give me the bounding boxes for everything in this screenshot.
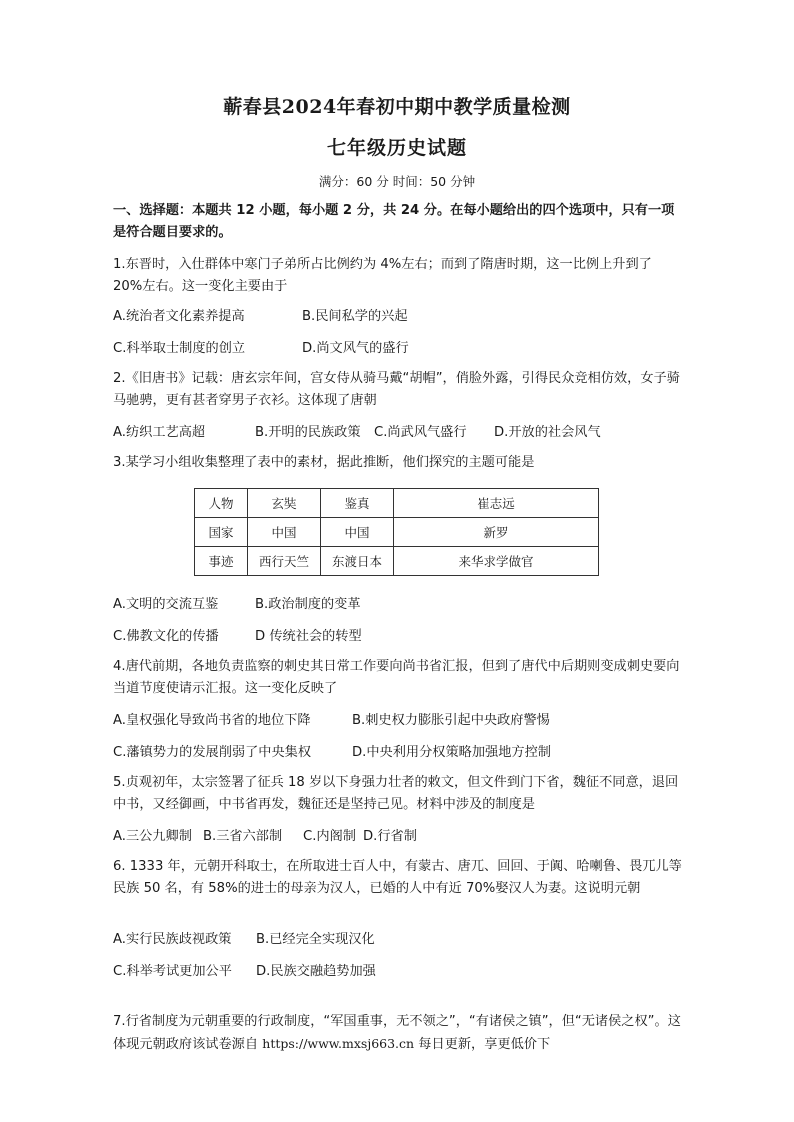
q3-option-b: B.政治制度的变革 <box>255 597 361 612</box>
exam-subject: 七年级历史试题 <box>326 137 467 159</box>
q2-option-a: A.纺织工艺高超 <box>113 425 206 440</box>
q4-option-d: D.中央利用分权策略加强地方控制 <box>352 745 551 760</box>
q6-option-c: C.科举考试更加公平 <box>113 964 232 979</box>
exam-info: 满分：60 分 时间：50 分钟 <box>318 174 476 189</box>
question-7-stem <box>113 1011 685 1056</box>
q6-option-a: A.实行民族歧视政策 <box>113 932 232 947</box>
question-5-stem: 5.贞观初年，太宗签署了征兵 18 岁以下身强力壮者的敕文，但文件到门下省，魏征不同意，退回中书，又经御画，中书省再发，魏征还是坚持己见。材料中涉及的制度是 <box>113 775 679 812</box>
table-cell: 崔志远 <box>394 489 599 518</box>
q4-option-a: A.皇权强化导致尚书省的地位下降 <box>113 713 311 728</box>
table-cell: 人物 <box>195 489 248 518</box>
q7-text: 7.行省制度为元朝重要的行政制度，“军国重事，无不领之”，“有诸侯之镇”，但“无诸侯之权”。这体现元朝政府该试卷源自 <box>113 1014 681 1052</box>
q1-option-c: C.科举取士制度的创立 <box>113 341 246 356</box>
q4-option-b: B.刺史权力膨胀引起中央政府警惕 <box>352 713 550 728</box>
q3-material-table <box>194 488 599 576</box>
q5-option-a: A.三公九卿制 <box>113 829 192 844</box>
table-row <box>195 518 599 547</box>
q5-option-d: D.行省制 <box>363 829 417 844</box>
promo-text: 每日更新，享更低价下 <box>418 1037 551 1052</box>
table-cell: 国家 <box>195 518 248 547</box>
q5-option-c: C.内阁制 <box>303 829 356 844</box>
source-url-link[interactable]: https://www.mxsj663.cn <box>262 1036 415 1051</box>
table-cell: 来华求学做官 <box>394 547 599 576</box>
q6-option-d: D.民族交融趋势加强 <box>256 964 376 979</box>
q1-option-b: B.民间私学的兴起 <box>302 309 408 324</box>
q1-option-d: D.尚文风气的盛行 <box>302 341 409 356</box>
question-6-stem: 6. 1333 年，元朝开科取士，在所取进士百人中，有蒙古、唐兀、回回、于阗、哈喇鲁、畏兀儿等民族 50 名，有 58%的进士的母亲为汉人，已婚的人中有近 70%娶汉人为妻。这说明元朝 <box>113 859 682 896</box>
q5-option-b: B.三省六部制 <box>203 829 283 844</box>
q3-option-a: A.文明的交流互鉴 <box>113 597 219 612</box>
question-3-stem: 3.某学习小组收集整理了表中的素材，据此推断，他们探究的主题可能是 <box>113 455 535 470</box>
table-cell: 中国 <box>321 518 394 547</box>
q1-option-a: A.统治者文化素养提高 <box>113 309 245 324</box>
table-row <box>195 489 599 518</box>
section-heading: 一、选择题：本题共 12 小题，每小题 2 分，共 24 分。在每小题给出的四个选项中，只有一项是符合题目要求的。 <box>113 203 675 240</box>
q2-option-d: D.开放的社会风气 <box>494 425 601 440</box>
q2-option-c: C.尚武风气盛行 <box>374 425 467 440</box>
question-1-stem: 1.东晋时，入仕群体中寒门子弟所占比例约为 4%左右；而到了隋唐时期，这一比例上升到了 20%左右。这一变化主要由于 <box>113 257 652 294</box>
question-2-stem: 2.《旧唐书》记载：唐玄宗年间，宫女侍从骑马戴“胡帽”，俏脸外露，引得民众竞相仿效，女子骑马驰骋，更有甚者穿男子衣衫。这体现了唐朝 <box>113 371 680 408</box>
table-cell: 东渡日本 <box>321 547 394 576</box>
table-cell: 西行天竺 <box>248 547 321 576</box>
exam-title: 蕲春县2024年春初中期中教学质量检测 <box>223 96 571 118</box>
q6-option-b: B.已经完全实现汉化 <box>256 932 375 947</box>
q3-option-c: C.佛教文化的传播 <box>113 629 219 644</box>
question-4-stem: 4.唐代前期，各地负责监察的刺史其日常工作要向尚书省汇报，但到了唐代中后期则变成刺史要向当道节度使请示汇报。这一变化反映了 <box>113 659 680 696</box>
table-cell: 事迹 <box>195 547 248 576</box>
table-row <box>195 547 599 576</box>
table-cell: 中国 <box>248 518 321 547</box>
q4-option-c: C.藩镇势力的发展削弱了中央集权 <box>113 745 312 760</box>
q3-option-d: D 传统社会的转型 <box>255 629 362 644</box>
q2-option-b: B.开明的民族政策 <box>255 425 361 440</box>
table-cell: 鉴真 <box>321 489 394 518</box>
table-cell: 玄奘 <box>248 489 321 518</box>
table-cell: 新罗 <box>394 518 599 547</box>
